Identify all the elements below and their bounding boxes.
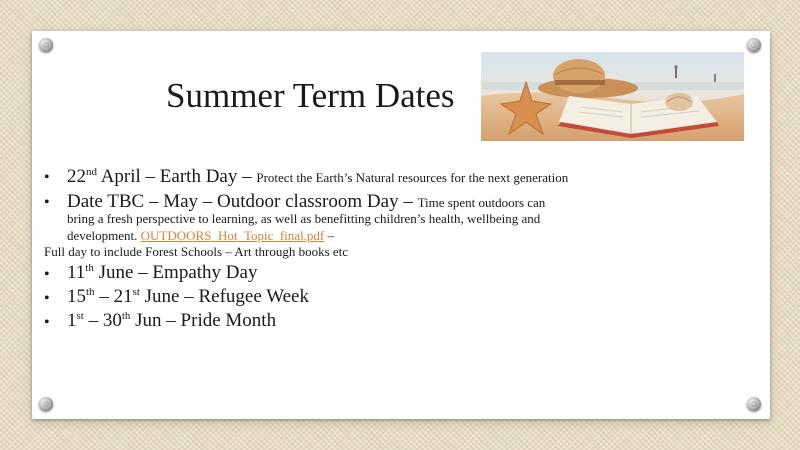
- list-item: 1st – 30th Jun – Pride Month: [67, 310, 277, 331]
- bullet-icon: •: [44, 194, 50, 211]
- bullet-icon: •: [44, 266, 50, 283]
- bullet-icon: •: [44, 290, 50, 307]
- list-item-continuation: bring a fresh perspective to learning, as well as benefitting children’s health, wellbeing and: [67, 211, 541, 226]
- pdf-link[interactable]: OUTDOORS_Hot_Topic_final.pdf: [140, 228, 325, 243]
- list-item-continuation: development. OUTDOORS_Hot_Topic_final.pdf –: [67, 228, 335, 243]
- list-item: Date TBC – May – Outdoor classroom Day – Time spent outdoors can: [67, 191, 546, 212]
- list-item: 22nd April – Earth Day – Protect the Earth’s Natural resources for the next generation: [67, 166, 569, 187]
- list-item: 15th – 21st June – Refugee Week: [67, 286, 309, 307]
- list-item-note: Full day to include Forest Schools – Art through books etc: [44, 244, 349, 259]
- bullet-icon: •: [44, 169, 50, 186]
- list-item: 11th June – Empathy Day: [67, 262, 258, 283]
- bullet-icon: •: [44, 314, 50, 331]
- slide-title: Summer Term Dates: [166, 76, 455, 115]
